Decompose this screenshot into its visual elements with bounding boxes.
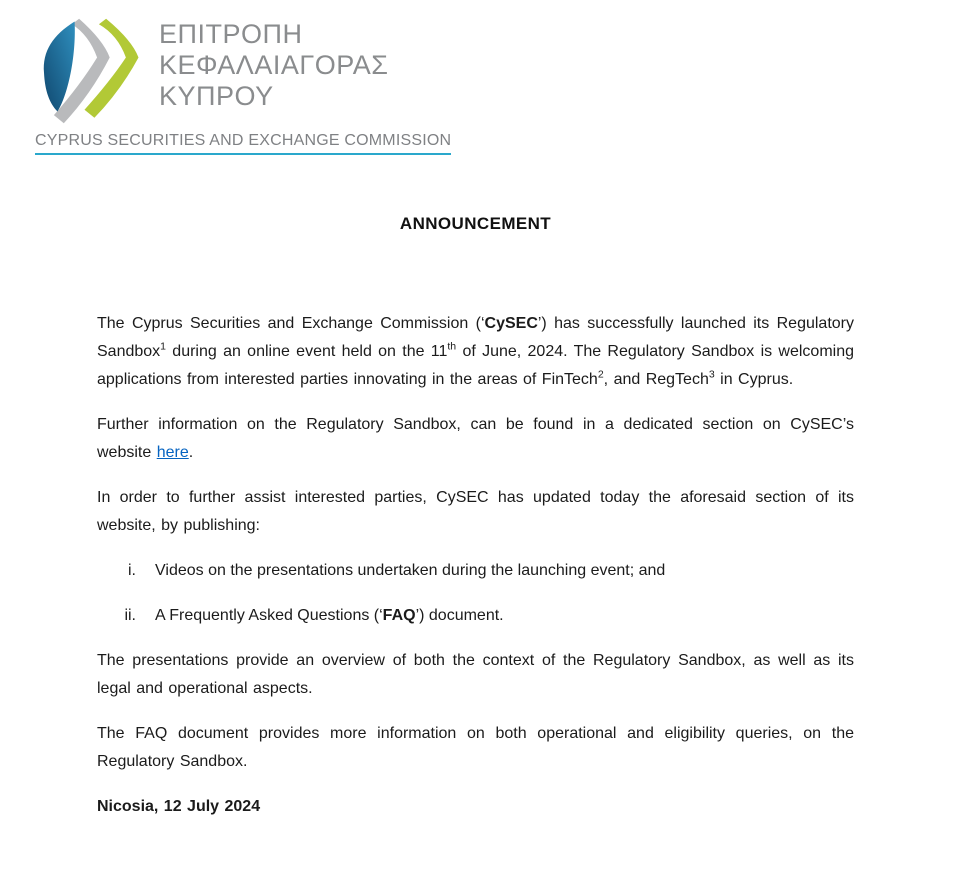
text-run: ’) document. xyxy=(415,607,504,624)
text-run: The Cyprus Securities and Exchange Commission (‘ xyxy=(97,315,485,332)
cysec-logo-mark-icon xyxy=(35,14,143,128)
list-text xyxy=(155,602,854,630)
list-marker: ii. xyxy=(124,607,136,624)
text-run: The presentations provide an overview of both the context of the Regulatory Sandbox, as well as its legal and operational aspects. xyxy=(97,652,854,697)
text-run: Further information on the Regulatory Sandbox, can be found in a dedicated section on CySEC’s website xyxy=(97,416,854,461)
logo-row xyxy=(35,14,451,128)
footnote-ref: 1 xyxy=(160,340,167,353)
text-run: , and RegTech xyxy=(603,371,709,388)
document-body xyxy=(97,310,854,821)
text-run: Videos on the presentations undertaken during the launching event; and xyxy=(155,562,666,579)
paragraph xyxy=(97,484,854,540)
text-run: A Frequently Asked Questions (‘ xyxy=(155,607,383,624)
text-run: of June, 2024. The Regulatory Sandbox is welcoming applications from interested parties innovating in the areas of FinTech xyxy=(97,343,854,388)
text-run: Nicosia, 12 July 2024 xyxy=(97,798,261,815)
paragraph xyxy=(97,647,854,703)
paragraph xyxy=(97,411,854,467)
text-run: In order to further assist interested parties, CySEC has updated today the aforesaid section of its website, by publishing: xyxy=(97,489,854,534)
text-run: ’) has successfully launched its Regulatory Sandbox xyxy=(97,315,854,360)
list-item xyxy=(97,602,854,630)
paragraph xyxy=(97,720,854,776)
logo-greek-text xyxy=(159,19,388,112)
text-run: CySEC xyxy=(484,315,538,332)
text-run: . xyxy=(188,444,194,461)
signature-date xyxy=(97,793,854,821)
logo-greek-line: ΚΥΠΡΟΥ xyxy=(159,81,274,111)
text-run: during an online event held on the 11 xyxy=(166,343,448,360)
text-run: FAQ xyxy=(382,607,416,624)
cysec-logo xyxy=(35,14,451,155)
logo-english-caption: CYPRUS SECURITIES AND EXCHANGE COMMISSION xyxy=(35,132,451,155)
list-marker: i. xyxy=(128,562,136,579)
text-run: in Cyprus. xyxy=(714,371,794,388)
list-text xyxy=(155,557,854,585)
footnote-ref: th xyxy=(447,340,457,353)
paragraph xyxy=(97,310,854,394)
here-link[interactable]: here xyxy=(156,444,189,461)
footnote-ref: 3 xyxy=(708,368,715,381)
text-run: The FAQ document provides more information on both operational and eligibility queries, on the Regulatory Sandbox. xyxy=(97,725,854,770)
list-item xyxy=(97,557,854,585)
logo-greek-line: ΚΕΦΑΛΑΙΑΓΟΡΑΣ xyxy=(159,50,389,80)
document-content xyxy=(97,213,854,838)
logo-greek-line: ΕΠΙΤΡΟΠΗ xyxy=(159,19,303,49)
footnote-ref: 2 xyxy=(597,368,604,381)
page-title: ANNOUNCEMENT xyxy=(399,214,552,233)
